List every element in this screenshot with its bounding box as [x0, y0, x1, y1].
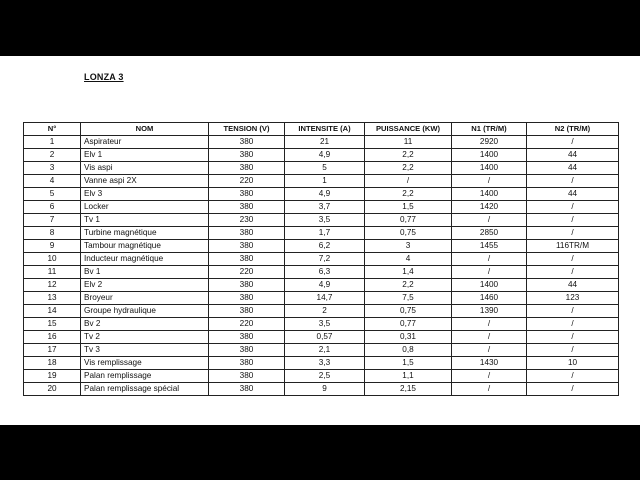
header-n2: N2 (TR/M) — [527, 123, 619, 136]
cell-n2: 44 — [527, 279, 619, 292]
cell-number: 8 — [24, 227, 81, 240]
cell-current: 3,5 — [285, 214, 365, 227]
cell-current: 21 — [285, 136, 365, 149]
cell-name: Locker — [81, 201, 209, 214]
table-row — [24, 240, 619, 253]
header-voltage: TENSION (V) — [209, 123, 285, 136]
cell-name: Elv 2 — [81, 279, 209, 292]
cell-name: Inducteur magnétique — [81, 253, 209, 266]
cell-power: 1,5 — [365, 201, 452, 214]
cell-n1: / — [452, 253, 527, 266]
cell-n1: 1400 — [452, 162, 527, 175]
cell-current: 14,7 — [285, 292, 365, 305]
table-header-row — [24, 123, 619, 136]
cell-power: 2,2 — [365, 279, 452, 292]
cell-current: 5 — [285, 162, 365, 175]
table-row — [24, 214, 619, 227]
cell-current: 1,7 — [285, 227, 365, 240]
cell-number: 15 — [24, 318, 81, 331]
cell-current: 2,5 — [285, 370, 365, 383]
cell-n2: 123 — [527, 292, 619, 305]
cell-voltage: 380 — [209, 344, 285, 357]
cell-power: 11 — [365, 136, 452, 149]
cell-voltage: 230 — [209, 214, 285, 227]
cell-n2: / — [527, 175, 619, 188]
cell-current: 9 — [285, 383, 365, 396]
cell-n2: 10 — [527, 357, 619, 370]
cell-n1: 1420 — [452, 201, 527, 214]
cell-power: 0,77 — [365, 318, 452, 331]
cell-number: 9 — [24, 240, 81, 253]
cell-n2: 44 — [527, 162, 619, 175]
cell-name: Turbine magnétique — [81, 227, 209, 240]
cell-voltage: 380 — [209, 136, 285, 149]
cell-number: 5 — [24, 188, 81, 201]
cell-number: 13 — [24, 292, 81, 305]
table-row — [24, 149, 619, 162]
cell-current: 4,9 — [285, 279, 365, 292]
cell-power: 0,31 — [365, 331, 452, 344]
table-row — [24, 370, 619, 383]
cell-n1: / — [452, 214, 527, 227]
table-row — [24, 318, 619, 331]
cell-n1: / — [452, 383, 527, 396]
cell-voltage: 380 — [209, 370, 285, 383]
cell-n1: 1430 — [452, 357, 527, 370]
cell-voltage: 220 — [209, 266, 285, 279]
cell-number: 7 — [24, 214, 81, 227]
cell-voltage: 380 — [209, 227, 285, 240]
cell-voltage: 380 — [209, 240, 285, 253]
cell-name: Broyeur — [81, 292, 209, 305]
table-row — [24, 188, 619, 201]
cell-number: 1 — [24, 136, 81, 149]
cell-n1: / — [452, 370, 527, 383]
cell-number: 10 — [24, 253, 81, 266]
table-row — [24, 305, 619, 318]
cell-current: 0,57 — [285, 331, 365, 344]
cell-number: 18 — [24, 357, 81, 370]
cell-power: 0,77 — [365, 214, 452, 227]
cell-n1: / — [452, 318, 527, 331]
cell-voltage: 380 — [209, 292, 285, 305]
cell-power: 2,15 — [365, 383, 452, 396]
cell-voltage: 380 — [209, 201, 285, 214]
table-row — [24, 227, 619, 240]
cell-name: Palan remplissage spécial — [81, 383, 209, 396]
cell-number: 19 — [24, 370, 81, 383]
cell-current: 7,2 — [285, 253, 365, 266]
cell-n2: / — [527, 227, 619, 240]
cell-n1: 2920 — [452, 136, 527, 149]
cell-name: Vis remplissage — [81, 357, 209, 370]
cell-voltage: 380 — [209, 162, 285, 175]
cell-n2: 116TR/M — [527, 240, 619, 253]
cell-power: 0,75 — [365, 305, 452, 318]
cell-number: 6 — [24, 201, 81, 214]
cell-n1: 1400 — [452, 188, 527, 201]
cell-name: Bv 1 — [81, 266, 209, 279]
cell-name: Groupe hydraulique — [81, 305, 209, 318]
cell-voltage: 380 — [209, 188, 285, 201]
cell-current: 4,9 — [285, 149, 365, 162]
cell-power: 1,1 — [365, 370, 452, 383]
table-row — [24, 344, 619, 357]
cell-current: 3,7 — [285, 201, 365, 214]
cell-current: 6,3 — [285, 266, 365, 279]
cell-name: Tv 3 — [81, 344, 209, 357]
header-name: NOM — [81, 123, 209, 136]
cell-current: 2,1 — [285, 344, 365, 357]
cell-n2: / — [527, 136, 619, 149]
cell-power: 7,5 — [365, 292, 452, 305]
cell-voltage: 220 — [209, 318, 285, 331]
cell-current: 4,9 — [285, 188, 365, 201]
cell-n2: / — [527, 305, 619, 318]
cell-voltage: 380 — [209, 357, 285, 370]
table-row — [24, 253, 619, 266]
cell-n1: 2850 — [452, 227, 527, 240]
cell-name: Vanne aspi 2X — [81, 175, 209, 188]
cell-name: Vis aspi — [81, 162, 209, 175]
table-row — [24, 201, 619, 214]
header-n1: N1 (TR/M) — [452, 123, 527, 136]
cell-number: 11 — [24, 266, 81, 279]
cell-voltage: 380 — [209, 279, 285, 292]
cell-current: 6,2 — [285, 240, 365, 253]
cell-n2: 44 — [527, 149, 619, 162]
cell-n1: 1400 — [452, 279, 527, 292]
cell-n1: / — [452, 331, 527, 344]
cell-n2: / — [527, 266, 619, 279]
table-row — [24, 279, 619, 292]
cell-power: 1,5 — [365, 357, 452, 370]
cell-current: 2 — [285, 305, 365, 318]
cell-power: 4 — [365, 253, 452, 266]
cell-name: Tambour magnétique — [81, 240, 209, 253]
table-row — [24, 136, 619, 149]
cell-n2: / — [527, 214, 619, 227]
cell-n1: 1400 — [452, 149, 527, 162]
header-current: INTENSITE (A) — [285, 123, 365, 136]
document-title: LONZA 3 — [84, 72, 124, 82]
cell-name: Elv 3 — [81, 188, 209, 201]
cell-n2: / — [527, 331, 619, 344]
cell-voltage: 220 — [209, 175, 285, 188]
cell-n1: / — [452, 266, 527, 279]
cell-voltage: 380 — [209, 305, 285, 318]
table-row — [24, 383, 619, 396]
table-row — [24, 175, 619, 188]
document-page — [0, 56, 640, 425]
header-number: N° — [24, 123, 81, 136]
cell-n1: / — [452, 344, 527, 357]
equipment-table — [23, 122, 619, 396]
cell-number: 12 — [24, 279, 81, 292]
cell-n2: 44 — [527, 188, 619, 201]
table-body — [24, 136, 619, 396]
cell-voltage: 380 — [209, 383, 285, 396]
cell-name: Elv 1 — [81, 149, 209, 162]
cell-power: 0,8 — [365, 344, 452, 357]
cell-n2: / — [527, 253, 619, 266]
cell-voltage: 380 — [209, 253, 285, 266]
cell-name: Bv 2 — [81, 318, 209, 331]
cell-current: 3,3 — [285, 357, 365, 370]
cell-n2: / — [527, 370, 619, 383]
cell-number: 4 — [24, 175, 81, 188]
cell-power: 2,2 — [365, 188, 452, 201]
cell-power: 2,2 — [365, 149, 452, 162]
cell-current: 3,5 — [285, 318, 365, 331]
cell-number: 20 — [24, 383, 81, 396]
table-row — [24, 357, 619, 370]
cell-n1: 1460 — [452, 292, 527, 305]
cell-name: Tv 1 — [81, 214, 209, 227]
cell-n1: 1390 — [452, 305, 527, 318]
cell-number: 17 — [24, 344, 81, 357]
cell-number: 16 — [24, 331, 81, 344]
header-power: PUISSANCE (KW) — [365, 123, 452, 136]
cell-name: Tv 2 — [81, 331, 209, 344]
cell-n1: / — [452, 175, 527, 188]
table-row — [24, 162, 619, 175]
cell-n2: / — [527, 201, 619, 214]
cell-power: 1,4 — [365, 266, 452, 279]
table-row — [24, 266, 619, 279]
table-row — [24, 331, 619, 344]
cell-power: 3 — [365, 240, 452, 253]
cell-power: 2,2 — [365, 162, 452, 175]
cell-n2: / — [527, 344, 619, 357]
cell-current: 1 — [285, 175, 365, 188]
cell-number: 3 — [24, 162, 81, 175]
cell-n2: / — [527, 383, 619, 396]
cell-number: 14 — [24, 305, 81, 318]
cell-voltage: 380 — [209, 149, 285, 162]
cell-n2: / — [527, 318, 619, 331]
cell-number: 2 — [24, 149, 81, 162]
cell-name: Palan remplissage — [81, 370, 209, 383]
cell-power: / — [365, 175, 452, 188]
cell-name: Aspirateur — [81, 136, 209, 149]
cell-power: 0,75 — [365, 227, 452, 240]
cell-voltage: 380 — [209, 331, 285, 344]
table-row — [24, 292, 619, 305]
cell-n1: 1455 — [452, 240, 527, 253]
